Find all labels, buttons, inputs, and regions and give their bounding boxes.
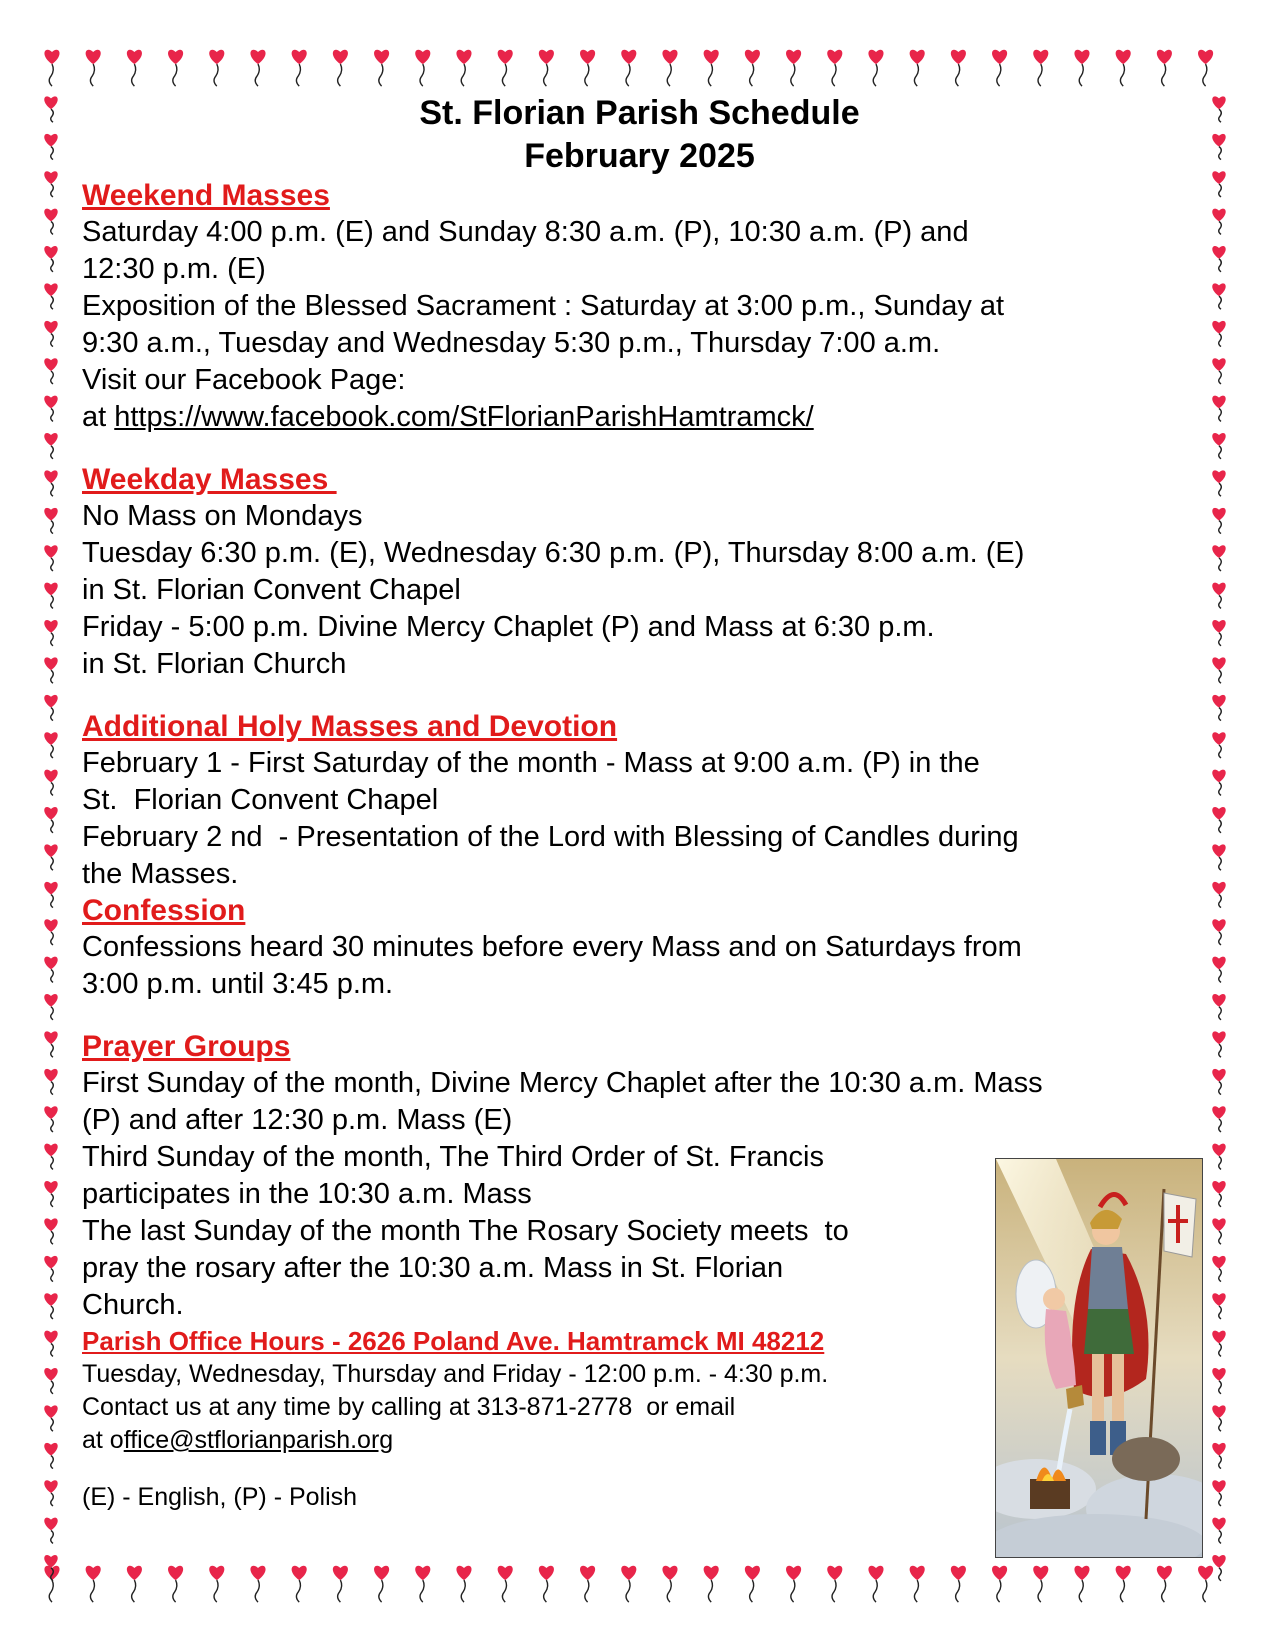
heart-icon bbox=[1212, 246, 1225, 272]
heart-icon bbox=[44, 657, 57, 683]
heart-icon bbox=[1212, 358, 1225, 384]
heart-icon bbox=[415, 50, 430, 86]
prayer-line: First Sunday of the month, Divine Mercy Chaplet after the 10:30 a.m. Mass bbox=[82, 1067, 1043, 1099]
heart-icon bbox=[44, 171, 57, 197]
facebook-link[interactable]: https://www.facebook.com/StFlorianParishHamtramck/ bbox=[114, 401, 814, 433]
additional-section bbox=[82, 709, 1197, 893]
heart-icon bbox=[1212, 433, 1225, 459]
heart-icon bbox=[1212, 396, 1225, 422]
heart-icon bbox=[127, 50, 142, 86]
heart-icon bbox=[44, 1518, 57, 1544]
heart-icon bbox=[456, 1566, 471, 1602]
heart-icon bbox=[209, 50, 224, 86]
heart-icon bbox=[1212, 919, 1225, 945]
heart-icon bbox=[44, 1106, 57, 1132]
page-subtitle: February 2025 bbox=[524, 137, 755, 175]
heart-icon bbox=[292, 1566, 307, 1602]
heart-icon bbox=[1212, 1293, 1225, 1319]
facebook-label: Visit our Facebook Page: bbox=[82, 364, 406, 396]
heart-icon bbox=[209, 1566, 224, 1602]
heart-icon bbox=[951, 50, 966, 86]
weekday-line: in St. Florian Convent Chapel bbox=[82, 574, 461, 606]
heart-icon bbox=[44, 807, 57, 833]
confession-line: 3:00 p.m. until 3:45 p.m. bbox=[82, 968, 394, 1000]
heart-icon bbox=[1212, 1405, 1225, 1431]
heart-icon bbox=[1212, 1480, 1225, 1506]
additional-line: February 2 nd - Presentation of the Lord with Blessing of Candles during bbox=[82, 821, 1019, 853]
heart-icon bbox=[1212, 1518, 1225, 1544]
heart-icon bbox=[1157, 50, 1172, 86]
heart-icon bbox=[127, 1566, 142, 1602]
exposition-line: Exposition of the Blessed Sacrament : Saturday at 3:00 p.m., Sunday at bbox=[82, 290, 1005, 322]
heart-icon bbox=[1212, 1331, 1225, 1357]
heart-border-left bbox=[36, 44, 66, 1604]
heart-icon bbox=[250, 50, 265, 86]
heart-icon bbox=[250, 1566, 265, 1602]
heart-icon bbox=[1033, 1566, 1048, 1602]
heart-icon bbox=[745, 1566, 760, 1602]
heart-icon bbox=[910, 50, 925, 86]
heart-icon bbox=[44, 1368, 57, 1394]
heart-icon bbox=[1212, 1443, 1225, 1469]
heart-icon bbox=[44, 1555, 57, 1581]
heart-icon bbox=[1212, 1218, 1225, 1244]
prayer-line: Church. bbox=[82, 1289, 184, 1321]
heart-icon bbox=[44, 209, 57, 235]
heart-icon bbox=[44, 844, 57, 870]
heart-icon bbox=[1212, 1069, 1225, 1095]
heart-icon bbox=[1212, 1031, 1225, 1057]
heart-icon bbox=[86, 1566, 101, 1602]
heart-icon bbox=[168, 50, 183, 86]
heart-icon bbox=[580, 50, 595, 86]
heart-icon bbox=[44, 957, 57, 983]
heart-border-right bbox=[1204, 44, 1234, 1604]
heart-icon bbox=[868, 1566, 883, 1602]
heart-icon bbox=[1033, 50, 1048, 86]
heart-icon bbox=[44, 1218, 57, 1244]
heart-icon bbox=[1212, 508, 1225, 534]
heart-icon bbox=[44, 1031, 57, 1057]
heart-icon bbox=[44, 358, 57, 384]
heart-icon bbox=[1116, 1566, 1131, 1602]
office-hours: Tuesday, Wednesday, Thursday and Friday - 12:00 p.m. - 4:30 p.m. bbox=[82, 1360, 829, 1388]
heart-icon bbox=[44, 1331, 57, 1357]
heart-icon bbox=[44, 246, 57, 272]
heart-icon bbox=[44, 96, 57, 122]
additional-line: St. Florian Convent Chapel bbox=[82, 784, 439, 816]
heart-icon bbox=[44, 882, 57, 908]
prayer-line: Third Sunday of the month, The Third Order of St. Francis bbox=[82, 1141, 824, 1173]
heart-icon bbox=[868, 50, 883, 86]
heart-icon bbox=[44, 1480, 57, 1506]
heart-icon bbox=[292, 50, 307, 86]
prayer-line: (P) and after 12:30 p.m. Mass (E) bbox=[82, 1104, 513, 1136]
heart-icon bbox=[621, 50, 636, 86]
heart-icon bbox=[168, 1566, 183, 1602]
heart-icon bbox=[1212, 470, 1225, 496]
heart-icon bbox=[44, 732, 57, 758]
heart-icon bbox=[44, 1181, 57, 1207]
weekday-heading: Weekday Masses bbox=[82, 463, 337, 496]
facebook-line bbox=[82, 399, 1197, 436]
heart-icon bbox=[44, 396, 57, 422]
heart-icon bbox=[44, 1443, 57, 1469]
heart-icon bbox=[44, 620, 57, 646]
heart-icon bbox=[1074, 50, 1089, 86]
weekend-section bbox=[82, 178, 1197, 436]
confession-section bbox=[82, 893, 1197, 1003]
heart-border-top bbox=[38, 44, 1233, 88]
prayer-heading: Prayer Groups bbox=[82, 1030, 291, 1063]
weekend-line: 12:30 p.m. (E) bbox=[82, 253, 266, 285]
heart-icon bbox=[1212, 844, 1225, 870]
heart-icon bbox=[44, 919, 57, 945]
heart-icon bbox=[86, 50, 101, 86]
heart-icon bbox=[44, 1144, 57, 1170]
heart-icon bbox=[44, 508, 57, 534]
heart-icon bbox=[44, 1069, 57, 1095]
heart-icon bbox=[827, 50, 842, 86]
heart-icon bbox=[333, 1566, 348, 1602]
weekday-line: in St. Florian Church bbox=[82, 648, 347, 680]
heart-icon bbox=[44, 695, 57, 721]
heart-icon bbox=[44, 994, 57, 1020]
heart-icon bbox=[498, 1566, 513, 1602]
heart-icon bbox=[662, 1566, 677, 1602]
heart-icon bbox=[44, 1293, 57, 1319]
heart-icon bbox=[1212, 321, 1225, 347]
heart-icon bbox=[662, 50, 677, 86]
heart-icon bbox=[1212, 695, 1225, 721]
heart-icon bbox=[1212, 545, 1225, 571]
prayer-line: The last Sunday of the month The Rosary Society meets to bbox=[82, 1215, 849, 1247]
heart-icon bbox=[539, 50, 554, 86]
st-florian-image bbox=[995, 1158, 1203, 1558]
heart-icon bbox=[374, 50, 389, 86]
heart-icon bbox=[1212, 209, 1225, 235]
heart-border-bottom bbox=[38, 1560, 1233, 1604]
facebook-prefix: at bbox=[82, 401, 115, 433]
heart-icon bbox=[333, 50, 348, 86]
heart-icon bbox=[44, 583, 57, 609]
exposition-line: 9:30 a.m., Tuesday and Wednesday 5:30 p.m., Thursday 7:00 a.m. bbox=[82, 327, 941, 359]
heart-icon bbox=[44, 770, 57, 796]
st-florian-illustration bbox=[996, 1159, 1202, 1557]
office-heading: Parish Office Hours - 2626 Poland Ave. Hamtramck MI 48212 bbox=[82, 1326, 825, 1356]
heart-icon bbox=[951, 1566, 966, 1602]
heart-icon bbox=[1074, 1566, 1089, 1602]
heart-icon bbox=[44, 470, 57, 496]
heart-icon bbox=[1212, 1144, 1225, 1170]
weekday-section bbox=[82, 462, 1197, 683]
heart-icon bbox=[1212, 620, 1225, 646]
heart-icon bbox=[1212, 134, 1225, 160]
language-legend: (E) - English, (P) - Polish bbox=[82, 1483, 358, 1511]
confession-heading: Confession bbox=[82, 894, 246, 927]
weekday-line: Friday - 5:00 p.m. Divine Mercy Chaplet (P) and Mass at 6:30 p.m. bbox=[82, 611, 935, 643]
heart-icon bbox=[1212, 882, 1225, 908]
weekend-line: Saturday 4:00 p.m. (E) and Sunday 8:30 a.m. (P), 10:30 a.m. (P) and bbox=[82, 216, 969, 248]
heart-icon bbox=[992, 1566, 1007, 1602]
heart-icon bbox=[1212, 1555, 1225, 1581]
heart-icon bbox=[827, 1566, 842, 1602]
heart-icon bbox=[1212, 283, 1225, 309]
prayer-line: participates in the 10:30 a.m. Mass bbox=[82, 1178, 532, 1210]
heart-icon bbox=[704, 1566, 719, 1602]
heart-icon bbox=[1212, 1106, 1225, 1132]
office-contact: Contact us at any time by calling at 313-871-2778 or email bbox=[82, 1393, 736, 1421]
heart-icon bbox=[745, 50, 760, 86]
heart-icon bbox=[580, 1566, 595, 1602]
heart-icon bbox=[44, 134, 57, 160]
heart-icon bbox=[44, 283, 57, 309]
heart-icon bbox=[1212, 96, 1225, 122]
additional-line: the Masses. bbox=[82, 858, 239, 890]
heart-icon bbox=[44, 1256, 57, 1282]
heart-icon bbox=[456, 50, 471, 86]
heart-icon bbox=[1212, 807, 1225, 833]
weekday-line: No Mass on Mondays bbox=[82, 500, 363, 532]
heart-icon bbox=[415, 1566, 430, 1602]
weekend-heading: Weekend Masses bbox=[82, 179, 330, 212]
heart-icon bbox=[44, 545, 57, 571]
heart-icon bbox=[44, 433, 57, 459]
heart-icon bbox=[1212, 994, 1225, 1020]
heart-icon bbox=[992, 50, 1007, 86]
heart-icon bbox=[1212, 770, 1225, 796]
heart-icon bbox=[1116, 50, 1131, 86]
heart-icon bbox=[44, 1405, 57, 1431]
heart-icon bbox=[621, 1566, 636, 1602]
email-link[interactable]: ffice@stflorianparish.org bbox=[123, 1426, 394, 1454]
heart-icon bbox=[44, 321, 57, 347]
heart-icon bbox=[1212, 1181, 1225, 1207]
heart-icon bbox=[498, 50, 513, 86]
heart-icon bbox=[1212, 957, 1225, 983]
heart-icon bbox=[910, 1566, 925, 1602]
heart-icon bbox=[1157, 1566, 1172, 1602]
email-prefix: at o bbox=[82, 1426, 124, 1454]
heart-icon bbox=[1212, 171, 1225, 197]
heart-icon bbox=[704, 50, 719, 86]
heart-icon bbox=[786, 1566, 801, 1602]
confession-line: Confessions heard 30 minutes before every Mass and on Saturdays from bbox=[82, 931, 1022, 963]
prayer-line: pray the rosary after the 10:30 a.m. Mass in St. Florian bbox=[82, 1252, 784, 1284]
heart-icon bbox=[1212, 583, 1225, 609]
additional-heading: Additional Holy Masses and Devotion bbox=[82, 710, 618, 743]
weekday-line: Tuesday 6:30 p.m. (E), Wednesday 6:30 p.m. (P), Thursday 8:00 a.m. (E) bbox=[82, 537, 1025, 569]
heart-icon bbox=[1212, 1256, 1225, 1282]
heart-icon bbox=[1212, 732, 1225, 758]
additional-line: February 1 - First Saturday of the month - Mass at 9:00 a.m. (P) in the bbox=[82, 747, 980, 779]
heart-icon bbox=[374, 1566, 389, 1602]
heart-icon bbox=[1212, 657, 1225, 683]
heart-icon bbox=[786, 50, 801, 86]
heart-icon bbox=[1212, 1368, 1225, 1394]
heart-icon bbox=[539, 1566, 554, 1602]
page-title: St. Florian Parish Schedule bbox=[419, 94, 860, 132]
